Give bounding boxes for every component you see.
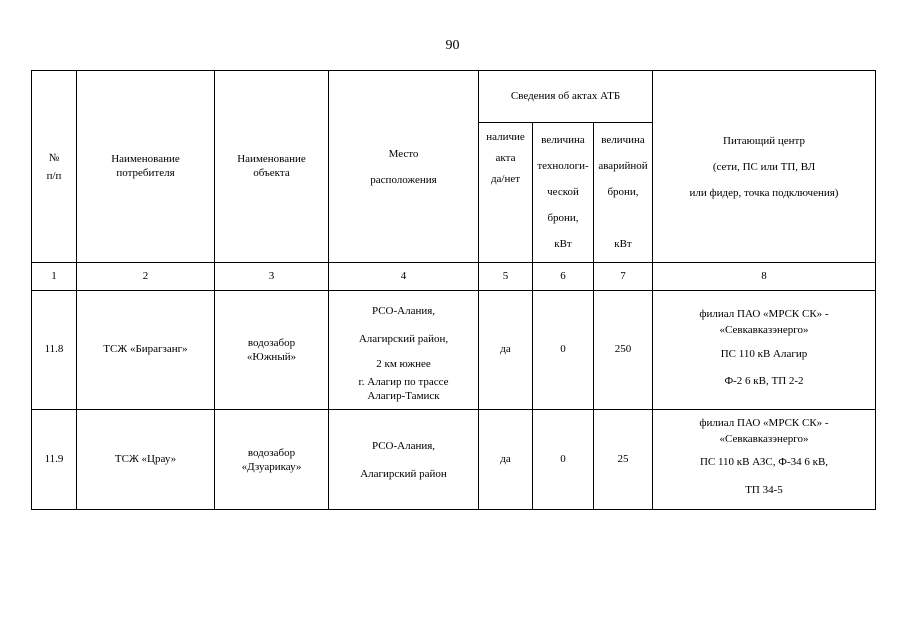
row-presence: да [479, 291, 533, 410]
row-num: 11.9 [32, 410, 77, 510]
colnum-2: 2 [77, 263, 215, 291]
header-tech-reserve: величина технологи- ческой брони, кВт [533, 123, 594, 263]
page-number: 90 [445, 38, 460, 53]
row-location: РСО-Алания, Алагирский район [329, 410, 479, 510]
colnum-4: 4 [329, 263, 479, 291]
header-location: Место расположения [329, 71, 479, 263]
row-object: водозабор «Дзуарикау» [215, 410, 329, 510]
table-row [32, 410, 876, 510]
colnum-3: 3 [215, 263, 329, 291]
colnum-6: 6 [533, 263, 594, 291]
colnum-1: 1 [32, 263, 77, 291]
row-power-center: филиал ПАО «МРСК СК» - «Севкавказэнерго» ПС 110 кВ Алагир Ф-2 6 кВ, ТП 2-2 [653, 291, 876, 410]
header-atb-group: Сведения об актах АТБ [479, 71, 653, 123]
header-row-top [32, 71, 876, 123]
consumers-table [31, 70, 876, 510]
row-num: 11.8 [32, 291, 77, 410]
header-presence: наличие акта да/нет [479, 123, 533, 263]
row-consumer: ТСЖ «Црау» [77, 410, 215, 510]
header-consumer: Наименование потребителя [77, 71, 215, 263]
row-tech-reserve: 0 [533, 291, 594, 410]
colnum-5: 5 [479, 263, 533, 291]
row-emergency-reserve: 250 [594, 291, 653, 410]
row-tech-reserve: 0 [533, 410, 594, 510]
row-presence: да [479, 410, 533, 510]
column-number-row [32, 263, 876, 291]
row-emergency-reserve: 25 [594, 410, 653, 510]
row-power-center: филиал ПАО «МРСК СК» - «Севкавказэнерго» ПС 110 кВ АЗС, Ф-34 6 кВ, ТП 34-5 [653, 410, 876, 510]
header-power-center: Питающий центр (сети, ПС или ТП, ВЛ или фидер, точка подключения) [653, 71, 876, 263]
row-location: РСО-Алания, Алагирский район, 2 км южнее г. Алагир по трассе Алагир-Тамиск [329, 291, 479, 410]
row-consumer: ТСЖ «Бирагзанг» [77, 291, 215, 410]
row-object: водозабор «Южный» [215, 291, 329, 410]
header-num: № п/п [32, 71, 77, 263]
colnum-7: 7 [594, 263, 653, 291]
header-object: Наименование объекта [215, 71, 329, 263]
table-row [32, 291, 876, 410]
colnum-8: 8 [653, 263, 876, 291]
header-emergency-reserve: величина аварийной брони, кВт [594, 123, 653, 263]
